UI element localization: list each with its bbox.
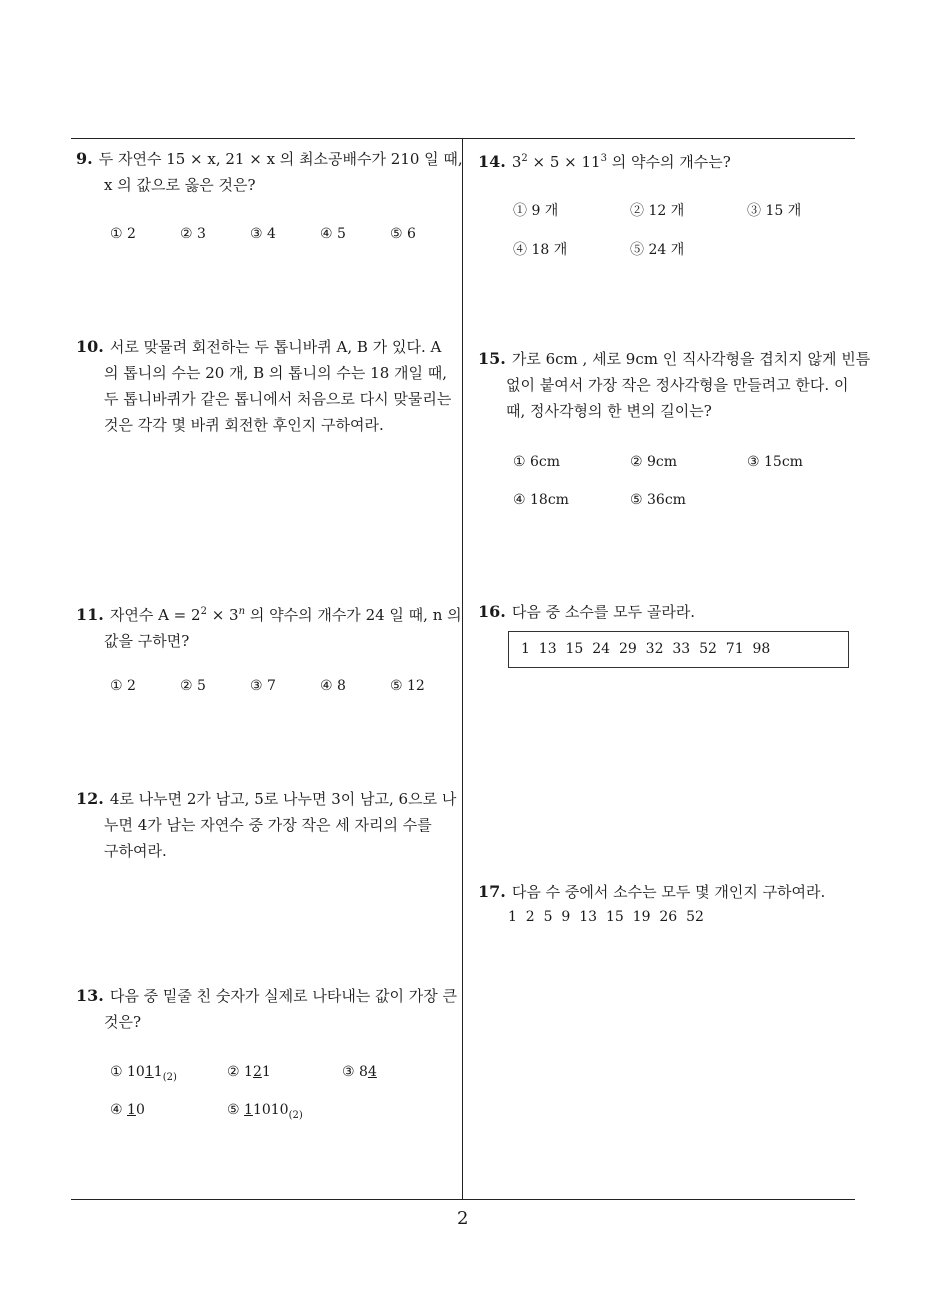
question-13 xyxy=(76,983,461,1035)
question-text-line: 구하여라. xyxy=(104,842,167,860)
question-text-line: 두 자연수 15 × x, 21 × x 의 최소공배수가 210 일 때, xyxy=(98,150,463,168)
question-text-line: 다음 중 밑줄 친 숫자가 실제로 나타내는 값이 가장 큰 xyxy=(109,987,458,1005)
question-text-line: 가로 6cm , 세로 9cm 인 직사각형을 겹치지 않게 빈틈 xyxy=(511,350,871,368)
option-3[interactable]: ③ 7 xyxy=(250,678,276,694)
digits: 1010 xyxy=(252,1102,289,1118)
question-text-part: 의 약수의 개수가 24 일 때, n 의 xyxy=(245,606,462,624)
option-5[interactable] xyxy=(227,1102,303,1121)
question-text-line: 누면 4가 남는 자연수 중 가장 작은 세 자리의 수를 xyxy=(104,816,432,834)
digits: 1 xyxy=(261,1064,271,1080)
question-text-line: 두 톱니바퀴가 같은 톱니에서 처음으로 다시 맞물리는 xyxy=(104,390,452,408)
question-11 xyxy=(76,599,461,654)
question-text-line: 없이 붙여서 가장 작은 정사각형을 만들려고 한다. 이 xyxy=(506,376,849,394)
base-subscript: (2) xyxy=(288,1109,303,1121)
option-mark: ⑤ xyxy=(227,1102,240,1118)
question-number: 17. xyxy=(478,882,506,901)
option-2[interactable]: ② 5 xyxy=(180,678,206,694)
question-text-part: × 3 xyxy=(206,606,239,624)
number-box: 1 13 15 24 29 32 33 52 71 98 xyxy=(508,631,849,668)
question-number: 13. xyxy=(76,986,104,1005)
question-text-line: 것은? xyxy=(104,1013,142,1031)
question-text-part: 3 xyxy=(511,153,522,171)
option-5[interactable]: ⑤ 12 xyxy=(390,678,425,694)
question-text-line: 다음 수 중에서 소수는 모두 몇 개인지 구하여라. xyxy=(511,883,826,901)
digits: 10 xyxy=(127,1064,145,1080)
exponent: 2 xyxy=(521,153,528,164)
question-text-line: 4로 나누면 2가 남고, 5로 나누면 3이 남고, 6으로 나 xyxy=(109,790,457,808)
digits: 1 xyxy=(244,1064,253,1080)
option-5[interactable]: ⑤ 24 개 xyxy=(630,242,685,258)
option-1[interactable]: ① 6cm xyxy=(513,454,561,470)
underlined-digit: 2 xyxy=(252,1064,262,1080)
option-4[interactable]: ④ 18 개 xyxy=(513,242,568,258)
option-3[interactable]: ③ 4 xyxy=(250,226,276,242)
question-14 xyxy=(478,146,858,175)
option-4[interactable] xyxy=(110,1102,145,1118)
question-15 xyxy=(478,346,871,424)
question-number: 16. xyxy=(478,602,506,621)
exponent: 2 xyxy=(200,606,207,617)
question-number: 11. xyxy=(76,605,104,624)
page-number: 2 xyxy=(457,1208,469,1229)
exponent: 3 xyxy=(600,153,607,164)
question-12 xyxy=(76,786,461,864)
question-number: 15. xyxy=(478,349,506,368)
option-5[interactable]: ⑤ 6 xyxy=(390,226,416,242)
underlined-digit: 1 xyxy=(144,1064,154,1080)
question-text-line: 때, 정사각형의 한 변의 길이는? xyxy=(506,402,712,420)
digits: 8 xyxy=(359,1064,368,1080)
option-2[interactable]: ② 9cm xyxy=(630,454,678,470)
option-1[interactable]: ① 2 xyxy=(110,226,136,242)
question-16 xyxy=(478,599,858,625)
option-mark: ③ xyxy=(342,1064,355,1080)
option-4[interactable]: ④ 5 xyxy=(320,226,346,242)
question-10 xyxy=(76,334,461,438)
exponent: n xyxy=(238,606,246,617)
question-text-line: 의 톱니의 수는 20 개, B 의 톱니의 수는 18 개일 때, xyxy=(104,364,448,382)
question-text-line: 서로 맞물려 회전하는 두 톱니바퀴 A, B 가 있다. A xyxy=(109,338,442,356)
option-2[interactable]: ② 12 개 xyxy=(630,203,685,219)
question-text-part: × 5 × 11 xyxy=(527,153,601,171)
option-1[interactable]: ① 9 개 xyxy=(513,203,559,219)
question-17 xyxy=(478,879,858,905)
option-mark: ④ xyxy=(110,1102,123,1118)
question-text-line: 값을 구하면? xyxy=(104,632,190,650)
option-1[interactable] xyxy=(110,1064,177,1083)
underlined-digit: 4 xyxy=(367,1064,377,1080)
base-subscript: (2) xyxy=(162,1071,177,1083)
underlined-digit: 1 xyxy=(127,1102,136,1118)
question-number: 14. xyxy=(478,152,506,171)
option-2[interactable] xyxy=(227,1064,271,1080)
option-mark: ② xyxy=(227,1064,240,1080)
option-4[interactable]: ④ 18cm xyxy=(513,492,569,508)
question-number: 9. xyxy=(76,149,93,168)
option-3[interactable]: ③ 15 개 xyxy=(747,203,802,219)
question-number: 10. xyxy=(76,337,104,356)
underlined-digit: 1 xyxy=(244,1102,253,1118)
question-text-line: 다음 중 소수를 모두 골라라. xyxy=(511,603,696,621)
question-text-part: 자연수 A = 2 xyxy=(109,606,201,624)
option-5[interactable]: ⑤ 36cm xyxy=(630,492,686,508)
question-number: 12. xyxy=(76,789,104,808)
bottom-rule xyxy=(71,1199,855,1200)
digits: 1 xyxy=(153,1064,163,1080)
top-rule xyxy=(71,138,855,139)
question-text-line: 것은 각각 몇 바퀴 회전한 후인지 구하여라. xyxy=(104,416,384,434)
digits: 0 xyxy=(135,1102,145,1118)
option-4[interactable]: ④ 8 xyxy=(320,678,346,694)
option-3[interactable]: ③ 15cm xyxy=(747,454,803,470)
number-list: 1 2 5 9 13 15 19 26 52 xyxy=(508,909,704,925)
option-mark: ① xyxy=(110,1064,123,1080)
question-text-part: 의 약수의 개수는? xyxy=(606,153,731,171)
question-9 xyxy=(76,146,461,198)
option-3[interactable] xyxy=(342,1064,377,1080)
question-text-line: x 의 값으로 옳은 것은? xyxy=(104,176,256,194)
option-2[interactable]: ② 3 xyxy=(180,226,206,242)
column-divider xyxy=(462,138,463,1200)
option-1[interactable]: ① 2 xyxy=(110,678,136,694)
